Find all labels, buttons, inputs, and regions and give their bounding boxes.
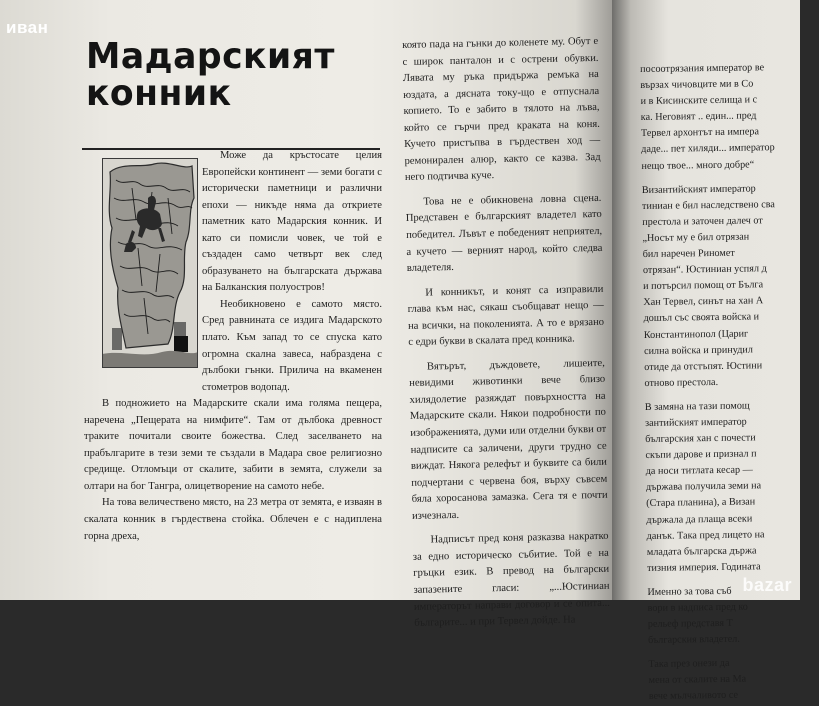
col3-line: Византийският император bbox=[641, 183, 756, 196]
col3-line: зантийският император bbox=[644, 416, 747, 429]
col3-line: (Стара планина), а Визан bbox=[646, 496, 756, 510]
col3-line: дошъл със своята войска и bbox=[643, 311, 760, 325]
article-title bbox=[86, 38, 335, 112]
col3-line: Тервел архонтът на импера bbox=[640, 126, 760, 140]
col1-paragraph-2: Необикновено е самото място. Сред равнината се издига Мадарското плато. Към запад то се спуска като огромна скална завеса, набраздена с дълбоки гънки. Прилича на вкаменен стометров водопад. bbox=[202, 298, 382, 393]
col3-line: рельеф представя Т bbox=[647, 617, 733, 631]
col2-paragraph-1: която пада на гънки до коленете му. Обут е с широк панталон и с острени обувки. Лявата му ръка придържа ремъка на юздата, а дясната току-що е отпуснала копието. То е забито в тялото на лъва, който се гърчи пред краката на коня. Кучето пристъпва в гърдествен ход — ремонирален алюр, както се казва. Зад него подтичва куче. bbox=[402, 35, 601, 184]
col3-line: Константинопол (Цариг bbox=[643, 328, 749, 341]
col3-line: данък. Така пред лицето на bbox=[646, 528, 765, 542]
col3-line: посоотрязания император ве bbox=[640, 62, 765, 75]
col3-line: българския хан с почести bbox=[645, 432, 756, 446]
col3-line: младата българска държа bbox=[646, 545, 757, 558]
col3-line: силна войска и принудил bbox=[643, 344, 753, 357]
col3-line: Така през онези да bbox=[648, 658, 730, 671]
col3-line: вори в надписа пред ко bbox=[647, 601, 748, 614]
article-column-1 bbox=[84, 148, 382, 545]
col3-line: тиниан е бил наследствено сва bbox=[641, 198, 775, 212]
col1-paragraph-4: На това величествено място, на 23 метра от земята, е изваян в скалата конник в гърдествена стойка. Облечен е с надиплена горна дреха, bbox=[84, 497, 382, 542]
article-column-3 bbox=[640, 60, 819, 706]
col3-line: престола и заточен далеч от bbox=[642, 215, 763, 228]
col3-line: Именно за това съб bbox=[647, 585, 732, 598]
site-watermark-text: bazar bbox=[742, 575, 792, 595]
col3-line: „Носът му е бил отрязан bbox=[642, 231, 750, 244]
col1-paragraph-3: В подножието на Мадарските скали има голяма пещера, наречена „Пещерата на нимфите“. Там от дълбока древност траките почитали своите божества. След заселването на прабългарите в тези земи те създали в Мадара свое религиозно средище. Отломъци от скалите, забити в земята, служели за олтари на бог Тангра, олицетворение на самото небе. bbox=[84, 398, 382, 492]
article-column-2 bbox=[402, 34, 610, 633]
col3-line: бил наречен Риномет bbox=[642, 247, 735, 261]
col3-line: отрязан“. Юстиниан успял д bbox=[642, 263, 767, 277]
col3-line: да носи титлата кесар — bbox=[645, 464, 753, 478]
col3-line: и потърсил помощ от Бълга bbox=[643, 279, 764, 293]
col2-paragraph-3: И конникът, и конят са изправили глава към нас, сякаш съобщават нещо — на всички, на поколенията. А то е врязано с едри букви в скалата пред конника. bbox=[407, 283, 605, 349]
col3-line: тизния империя. Годината bbox=[646, 561, 761, 574]
col2-paragraph-5: Надписът пред коня разказва накратко за едно историческо събитие. Той е на гръцки език. В превод на български запазените гласи: „...Юстиниан императорът направи договор и се опита... българите... и при Тервел дойде. На bbox=[412, 531, 610, 629]
col3-line: вързах чичовците ми в Со bbox=[640, 78, 754, 92]
col3-line: нещо твое... много добре“ bbox=[641, 158, 755, 172]
col3-line: Хан Тервел, синът на хан А bbox=[643, 295, 764, 309]
col3-line: държала да плаща всеки bbox=[646, 513, 753, 526]
col2-paragraph-2: Това не е обикновена ловна сцена. Представен е българският владетел като победител. Лъвът е победеният неприятел, а кучето — верният народ, който следва владетеля. bbox=[405, 192, 603, 275]
title-line-2: конник bbox=[86, 73, 232, 114]
col3-line: вече мълчаливото се bbox=[648, 690, 739, 703]
col3-line: даде... пет хиляди... император bbox=[641, 142, 775, 156]
title-line-1: Мадарският bbox=[86, 36, 335, 77]
col3-line: скъпи дарове и признал п bbox=[645, 448, 757, 462]
col3-line: В замяна на тази помощ bbox=[644, 400, 750, 413]
site-watermark-logo bbox=[742, 575, 792, 596]
col1-paragraph-1: Може да кръстосате целия Европейски континент — земи богати с исторически паметници и различни епохи — никъде няма да откриете паметник като Мадарския конник. И като си помисли човек, че той е създаден само четвърт век след образуването на българската държава на Балканския полуостров! bbox=[202, 150, 382, 294]
col3-line: ка. Неговият .. един... пред bbox=[640, 110, 757, 124]
seller-watermark: иван bbox=[6, 18, 49, 37]
col3-line: отиде да отстъпят. Юстини bbox=[644, 360, 763, 373]
col3-line: и в Кисинските селища и с bbox=[640, 94, 758, 108]
col2-paragraph-4: Вятърът, дъждовете, лишеите, невидими животинки вече близо хилядолетие разяждат повърхността на Мадарските скали. Някои подробности по изображенията, думи или отделни букви от надписите са заличени, други трудно се виждат. Някога релефът и буквите са били подчертани с червена боя, върху съвсем бяла хоросанова замазка. Сега тя е почти изчезнала. bbox=[409, 357, 608, 522]
col3-line: мена от скалите на Ма bbox=[648, 673, 747, 687]
col3-line: българския владетел. bbox=[648, 633, 740, 647]
col3-line: държава получила земи на bbox=[645, 480, 762, 494]
col3-line: отново престола. bbox=[644, 376, 719, 389]
